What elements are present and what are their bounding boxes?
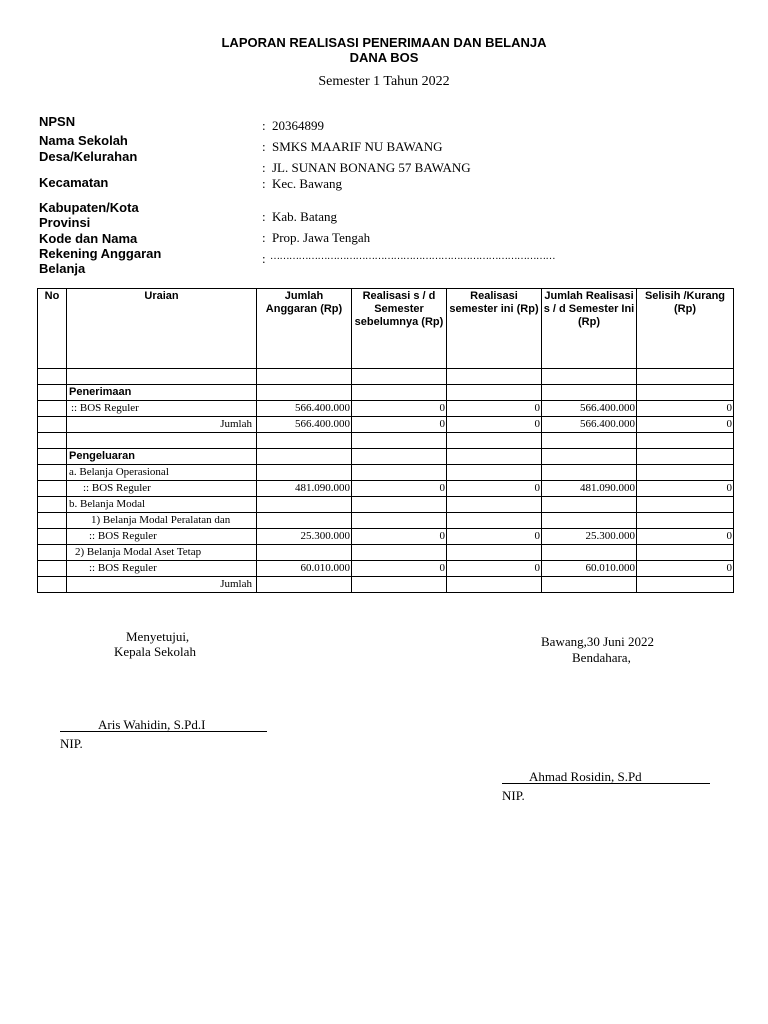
cell-uraian: a. Belanja Operasional <box>67 465 257 481</box>
cell-total <box>542 385 637 401</box>
colon: : <box>262 230 266 245</box>
cell-no <box>38 369 67 385</box>
report-table <box>37 288 734 593</box>
kabupaten-label: Kabupaten/Kota <box>39 200 139 215</box>
kecamatan-label: Kecamatan <box>39 175 109 190</box>
table-row <box>38 513 734 529</box>
cell-sebelum: 0 <box>352 529 447 545</box>
table-row <box>38 385 734 401</box>
cell-uraian: Penerimaan <box>67 385 257 401</box>
cell-ini: 0 <box>447 417 542 433</box>
table-row <box>38 449 734 465</box>
cell-selisih <box>637 465 734 481</box>
cell-total: 481.090.000 <box>542 481 637 497</box>
table-row <box>38 417 734 433</box>
cell-uraian: :: BOS Reguler <box>67 561 257 577</box>
cell-total <box>542 465 637 481</box>
rekening-value: ……………………………………………………………………………… <box>270 251 555 262</box>
col-header-realisasi-ini: Realisasi semester ini (Rp) <box>447 289 542 369</box>
cell-no <box>38 481 67 497</box>
cell-no <box>38 529 67 545</box>
cell-total <box>542 513 637 529</box>
cell-ini: 0 <box>447 561 542 577</box>
cell-anggaran <box>257 497 352 513</box>
cell-selisih: 0 <box>637 529 734 545</box>
report-subtitle: DANA BOS <box>349 50 419 65</box>
principal-signature-line <box>60 731 267 732</box>
colon: : <box>262 176 266 191</box>
table-row <box>38 497 734 513</box>
cell-ini <box>447 449 542 465</box>
colon: : <box>262 118 266 133</box>
cell-ini <box>447 433 542 449</box>
cell-uraian: 2) Belanja Modal Aset Tetap <box>67 545 257 561</box>
colon: : <box>262 139 266 154</box>
cell-total <box>542 545 637 561</box>
cell-selisih <box>637 385 734 401</box>
principal-name: Aris Wahidin, S.Pd.I <box>98 717 206 732</box>
table-row <box>38 465 734 481</box>
alamat-value: JL. SUNAN BONANG 57 BAWANG <box>272 160 471 175</box>
kode-label: Kode dan Nama <box>39 231 138 246</box>
kecamatan-value: Kec. Bawang <box>272 176 343 191</box>
table-row <box>38 369 734 385</box>
colon: : <box>262 251 266 266</box>
cell-ini <box>447 465 542 481</box>
cell-ini: 0 <box>447 481 542 497</box>
treasurer-name: Ahmad Rosidin, S.Pd <box>529 769 642 784</box>
cell-selisih: 0 <box>637 401 734 417</box>
cell-ini <box>447 385 542 401</box>
cell-selisih <box>637 545 734 561</box>
cell-uraian: :: BOS Reguler <box>67 529 257 545</box>
table-row <box>38 433 734 449</box>
cell-anggaran: 25.300.000 <box>257 529 352 545</box>
table-row <box>38 481 734 497</box>
cell-sebelum <box>352 577 447 593</box>
cell-total <box>542 577 637 593</box>
cell-ini: 0 <box>447 529 542 545</box>
cell-total <box>542 433 637 449</box>
cell-no <box>38 449 67 465</box>
cell-selisih <box>637 433 734 449</box>
provinsi-label: Provinsi <box>39 215 91 230</box>
cell-anggaran <box>257 513 352 529</box>
cell-anggaran <box>257 369 352 385</box>
colon: : <box>262 160 266 175</box>
cell-anggaran: 566.400.000 <box>257 401 352 417</box>
rekening-label: Rekening Anggaran <box>39 246 162 261</box>
cell-no <box>38 385 67 401</box>
treasurer-signature-line <box>502 783 710 784</box>
col-header-uraian: Uraian <box>67 289 257 369</box>
cell-sebelum <box>352 545 447 561</box>
cell-sebelum <box>352 465 447 481</box>
cell-total: 60.010.000 <box>542 561 637 577</box>
cell-selisih <box>637 369 734 385</box>
provinsi-value: Prop. Jawa Tengah <box>272 230 371 245</box>
cell-total <box>542 449 637 465</box>
cell-anggaran: 481.090.000 <box>257 481 352 497</box>
colon: : <box>262 209 266 224</box>
cell-uraian: b. Belanja Modal <box>67 497 257 513</box>
cell-uraian: Pengeluaran <box>67 449 257 465</box>
cell-sebelum: 0 <box>352 561 447 577</box>
cell-anggaran: 566.400.000 <box>257 417 352 433</box>
col-header-no: No <box>38 289 67 369</box>
cell-total: 566.400.000 <box>542 401 637 417</box>
cell-anggaran <box>257 465 352 481</box>
cell-anggaran <box>257 545 352 561</box>
nama-sekolah-label: Nama Sekolah <box>39 133 128 148</box>
treasurer-title: Bendahara, <box>572 650 631 665</box>
approval-label: Menyetujui, <box>126 629 190 644</box>
cell-uraian <box>67 369 257 385</box>
cell-uraian: :: BOS Reguler <box>67 481 257 497</box>
npsn-value: 20364899 <box>272 118 324 133</box>
cell-uraian <box>67 433 257 449</box>
col-header-anggaran: Jumlah Anggaran (Rp) <box>257 289 352 369</box>
nama-sekolah-value: SMKS MAARIF NU BAWANG <box>272 139 443 154</box>
cell-anggaran <box>257 449 352 465</box>
cell-total: 25.300.000 <box>542 529 637 545</box>
semester-label: Semester 1 Tahun 2022 <box>318 74 450 89</box>
cell-sebelum: 0 <box>352 401 447 417</box>
cell-sebelum <box>352 497 447 513</box>
cell-anggaran <box>257 433 352 449</box>
cell-no <box>38 465 67 481</box>
cell-sebelum <box>352 433 447 449</box>
cell-ini <box>447 513 542 529</box>
cell-no <box>38 513 67 529</box>
treasurer-nip: NIP. <box>502 788 525 803</box>
cell-selisih <box>637 577 734 593</box>
cell-selisih <box>637 449 734 465</box>
cell-anggaran <box>257 385 352 401</box>
cell-ini: 0 <box>447 401 542 417</box>
table-row <box>38 577 734 593</box>
col-header-realisasi-sebelumnya: Realisasi s / d Semester sebelumnya (Rp) <box>352 289 447 369</box>
cell-ini <box>447 545 542 561</box>
cell-total: 566.400.000 <box>542 417 637 433</box>
place-date: Bawang,30 Juni 2022 <box>541 634 655 649</box>
cell-selisih: 0 <box>637 417 734 433</box>
cell-selisih <box>637 497 734 513</box>
cell-no <box>38 545 67 561</box>
cell-ini <box>447 497 542 513</box>
cell-total <box>542 369 637 385</box>
cell-uraian: 1) Belanja Modal Peralatan dan <box>67 513 257 529</box>
cell-sebelum: 0 <box>352 417 447 433</box>
cell-no <box>38 433 67 449</box>
cell-sebelum <box>352 513 447 529</box>
cell-no <box>38 577 67 593</box>
cell-uraian: Jumlah <box>67 577 257 593</box>
cell-sebelum <box>352 385 447 401</box>
principal-nip: NIP. <box>60 736 83 751</box>
desa-label: Desa/Kelurahan <box>39 149 138 164</box>
cell-no <box>38 561 67 577</box>
cell-uraian: Jumlah <box>67 417 257 433</box>
cell-anggaran <box>257 577 352 593</box>
cell-sebelum <box>352 369 447 385</box>
cell-anggaran: 60.010.000 <box>257 561 352 577</box>
col-header-selisih: Selisih /Kurang (Rp) <box>637 289 734 369</box>
report-title: LAPORAN REALISASI PENERIMAAN DAN BELANJA <box>221 35 547 50</box>
table-row <box>38 545 734 561</box>
cell-no <box>38 417 67 433</box>
kabupaten-value: Kab. Batang <box>272 209 337 224</box>
table-row <box>38 401 734 417</box>
cell-selisih: 0 <box>637 481 734 497</box>
cell-total <box>542 497 637 513</box>
cell-ini <box>447 577 542 593</box>
belanja-label: Belanja <box>39 261 86 276</box>
principal-title: Kepala Sekolah <box>114 644 196 659</box>
cell-uraian: :: BOS Reguler <box>67 401 257 417</box>
cell-selisih <box>637 513 734 529</box>
table-row <box>38 529 734 545</box>
cell-no <box>38 497 67 513</box>
table-header-row <box>38 289 734 369</box>
cell-sebelum <box>352 449 447 465</box>
cell-no <box>38 401 67 417</box>
cell-ini <box>447 369 542 385</box>
npsn-label: NPSN <box>39 114 76 129</box>
col-header-jumlah-realisasi: Jumlah Realisasi s / d Semester Ini (Rp) <box>542 289 637 369</box>
cell-sebelum: 0 <box>352 481 447 497</box>
cell-selisih: 0 <box>637 561 734 577</box>
table-row <box>38 561 734 577</box>
